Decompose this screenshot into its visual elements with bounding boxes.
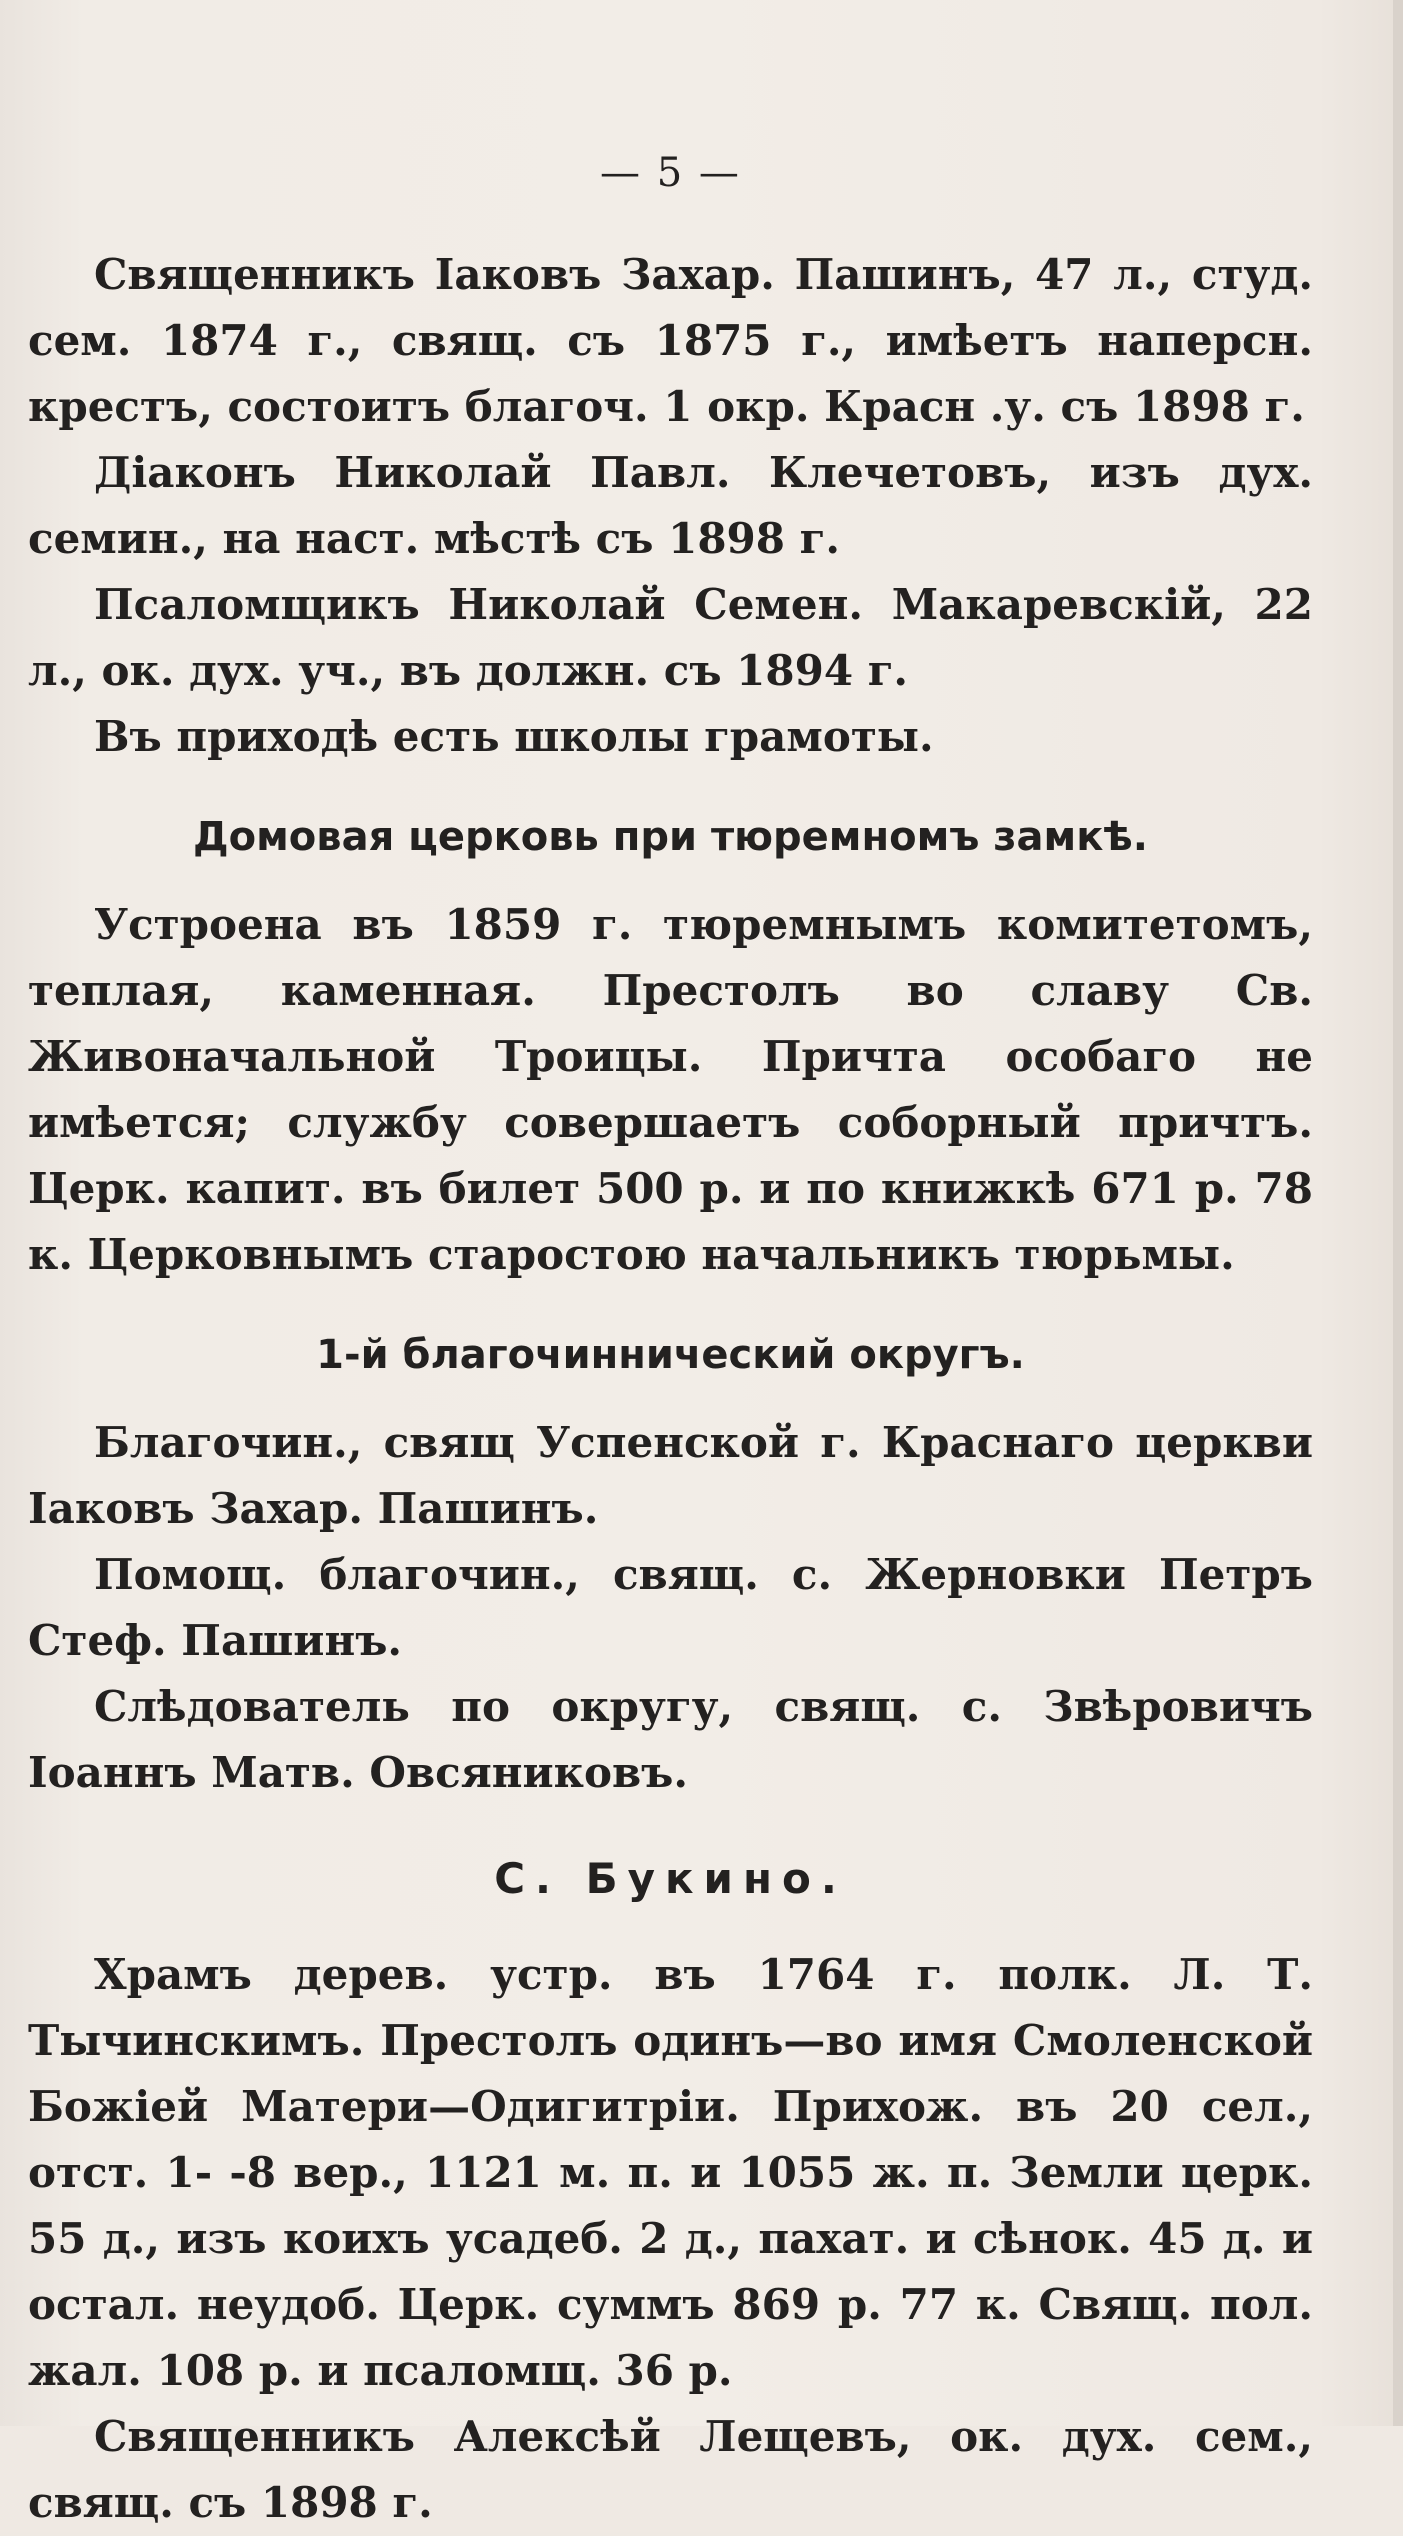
section-heading-first-district: 1-й благочиннический округъ.: [316, 1332, 1025, 1378]
section-heading-bukino: С. Букино.: [494, 1854, 847, 1903]
paragraph-blagochinny: Благочин., свящ Успенской г. Краснаго церкви Іаковъ Захар. Пашинъ.: [28, 1418, 1313, 1533]
paragraph-investigator: Слѣдователь по округу, свящ. с. Звѣровичъ Іоаннъ Матв. Овсяниковъ.: [28, 1682, 1313, 1797]
paragraph-assistant: Помощ. благочин., свящ. с. Жерновки Петръ Стеф. Пашинъ.: [28, 1550, 1313, 1665]
paragraph-bukino-church: Храмъ дерев. устр. въ 1764 г. полк. Л. Т. Тычинскимъ. Престолъ одинъ—во имя Смоленской Божіей Матери—Одигитріи. Прихож. въ 20 сел., отст. 1- -8 вер., 1121 м. п. и 1055 ж. п. Земли церк. 55 д., изъ коихъ усадеб. 2 д., пахат. и сѣнок. 45 д. и остал. неудоб. Церк. суммъ 869 р. 77 к. Свящ. пол. жал. 108 р. и псаломщ. 36 р.: [28, 1950, 1313, 2395]
page-number: — 5 —: [600, 150, 741, 196]
page-edge: [1393, 0, 1403, 2426]
paragraph-parish-schools: Въ приходѣ есть школы грамоты.: [94, 712, 934, 761]
page-content: [28, 150, 1313, 2536]
paragraph-deacon-nikolai: Діаконъ Николай Павл. Клечетовъ, изъ дух. семин., на наст. мѣстѣ съ 1898 г.: [28, 448, 1313, 563]
section-heading-prison-church: Домовая церковь при тюремномъ замкѣ.: [192, 814, 1149, 860]
paragraph-psalmist-nikolai: Псаломщикъ Николай Семен. Макаревскій, 22 л., ок. дух. уч., въ должн. съ 1894 г.: [28, 580, 1313, 695]
paragraph-prison-church: Устроена въ 1859 г. тюремнымъ комитетомъ, теплая, каменная. Престолъ во славу Св. Живоначальной Троицы. Причта особаго не имѣется; службу совершаетъ соборный причтъ. Церк. капит. въ билет 500 р. и по книжкѣ 671 р. 78 к. Церковнымъ старостою начальникъ тюрьмы.: [28, 900, 1313, 1279]
paragraph-priest-iakov: Священникъ Іаковъ Захар. Пашинъ, 47 л., студ. сем. 1874 г., свящ. съ 1875 г., имѣетъ наперсн. крестъ, состоитъ благоч. 1 окр. Красн .у. съ 1898 г.: [28, 250, 1313, 431]
paragraph-priest-aleksei: Священникъ Алексѣй Лещевъ, ок. дух. сем., свящ. съ 1898 г.: [28, 2412, 1313, 2527]
